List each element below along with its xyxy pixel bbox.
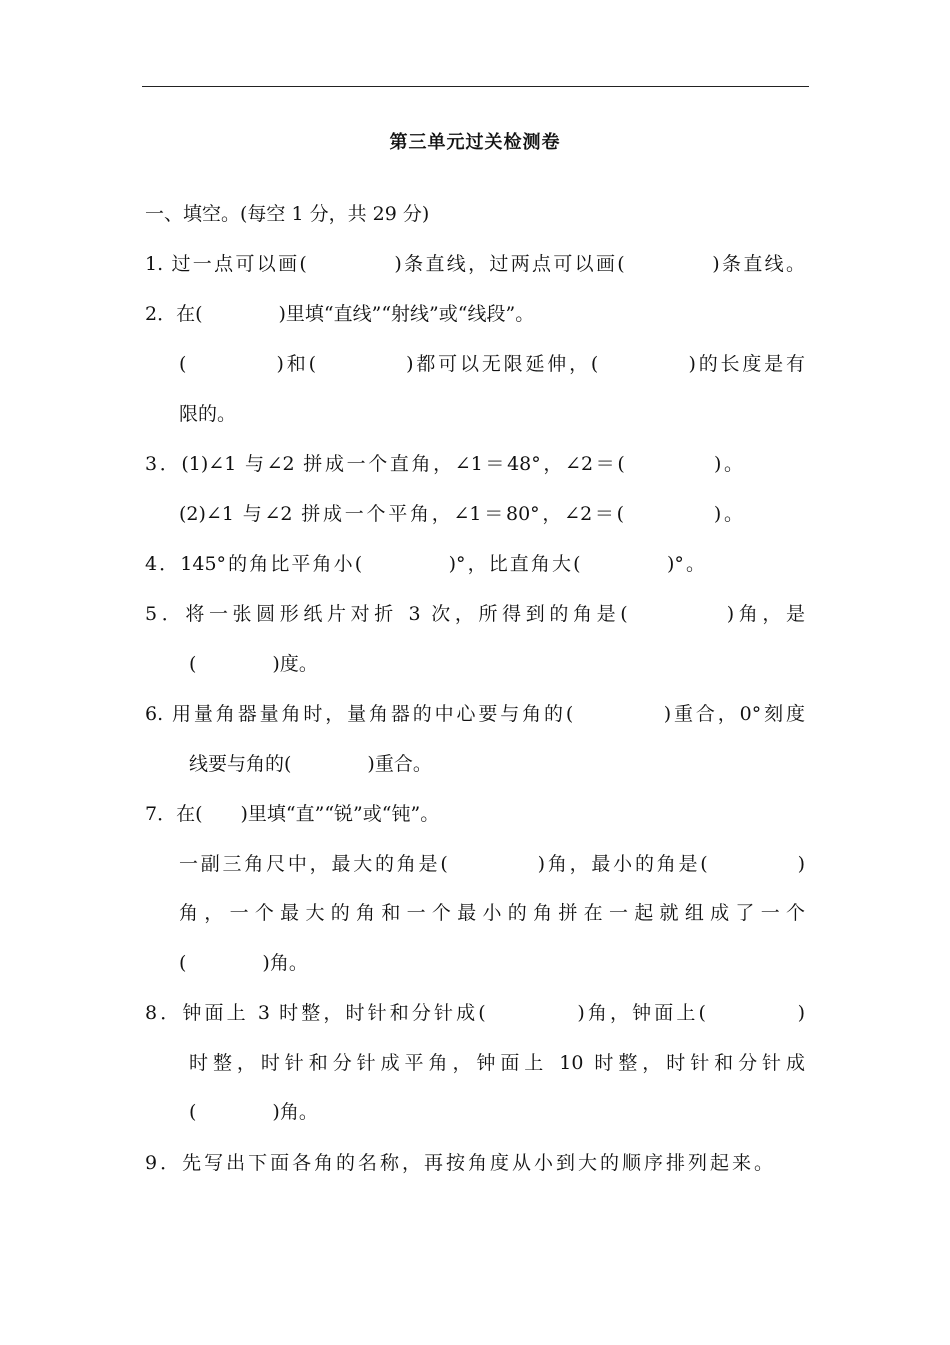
question-8-line-3: ( )角。: [189, 1101, 318, 1123]
question-9: 9．先写出下面各角的名称，再按角度从小到大的顺序排列起来。: [145, 1152, 773, 1174]
question-2: 2．在( )里填“直线”“射线”或“线段”。: [145, 303, 535, 325]
question-2-line-3: 限的。: [179, 403, 237, 425]
question-7-line-3: 角，一个最大的角和一个最小的角拼在一起就组成了一个: [179, 902, 805, 924]
top-rule: [142, 86, 809, 87]
question-1: 1. 过一点可以画( )条直线，过两点可以画( )条直线。: [145, 253, 805, 275]
question-3-part-2: (2)∠1 与∠2 拼成一个平角，∠1＝80°，∠2＝( )。: [179, 503, 743, 525]
question-4: 4．145°的角比平角小( )°，比直角大( )°。: [145, 553, 705, 575]
question-7-line-2: 一副三角尺中，最大的角是( )角，最小的角是( ): [179, 853, 805, 875]
question-7-line-4: ( )角。: [179, 952, 308, 974]
question-5-line-2: ( )度。: [189, 653, 318, 675]
question-8: 8．钟面上 3 时整，时针和分针成( )角，钟面上( ): [145, 1002, 805, 1024]
question-3-part-1: 3．(1)∠1 与∠2 拼成一个直角，∠1＝48°，∠2＝( )。: [145, 453, 743, 475]
question-8-line-2: 时整，时针和分针成平角，钟面上 10 时整，时针和分针成: [189, 1052, 805, 1074]
question-6: 6. 用量角器量角时，量角器的中心要与角的( )重合，0°刻度: [145, 703, 805, 725]
question-2-line-2: ( )和( )都可以无限延伸，( )的长度是有: [179, 353, 805, 375]
question-6-line-2: 线要与角的( )重合。: [189, 753, 432, 775]
question-7: 7．在( )里填“直”“锐”或“钝”。: [145, 803, 440, 825]
question-5: 5．将一张圆形纸片对折 3 次，所得到的角是( )角，是: [145, 603, 805, 625]
page-title: 第三单元过关检测卷: [389, 132, 561, 153]
section-heading: 一、填空。(每空 1 分，共 29 分): [145, 203, 430, 225]
